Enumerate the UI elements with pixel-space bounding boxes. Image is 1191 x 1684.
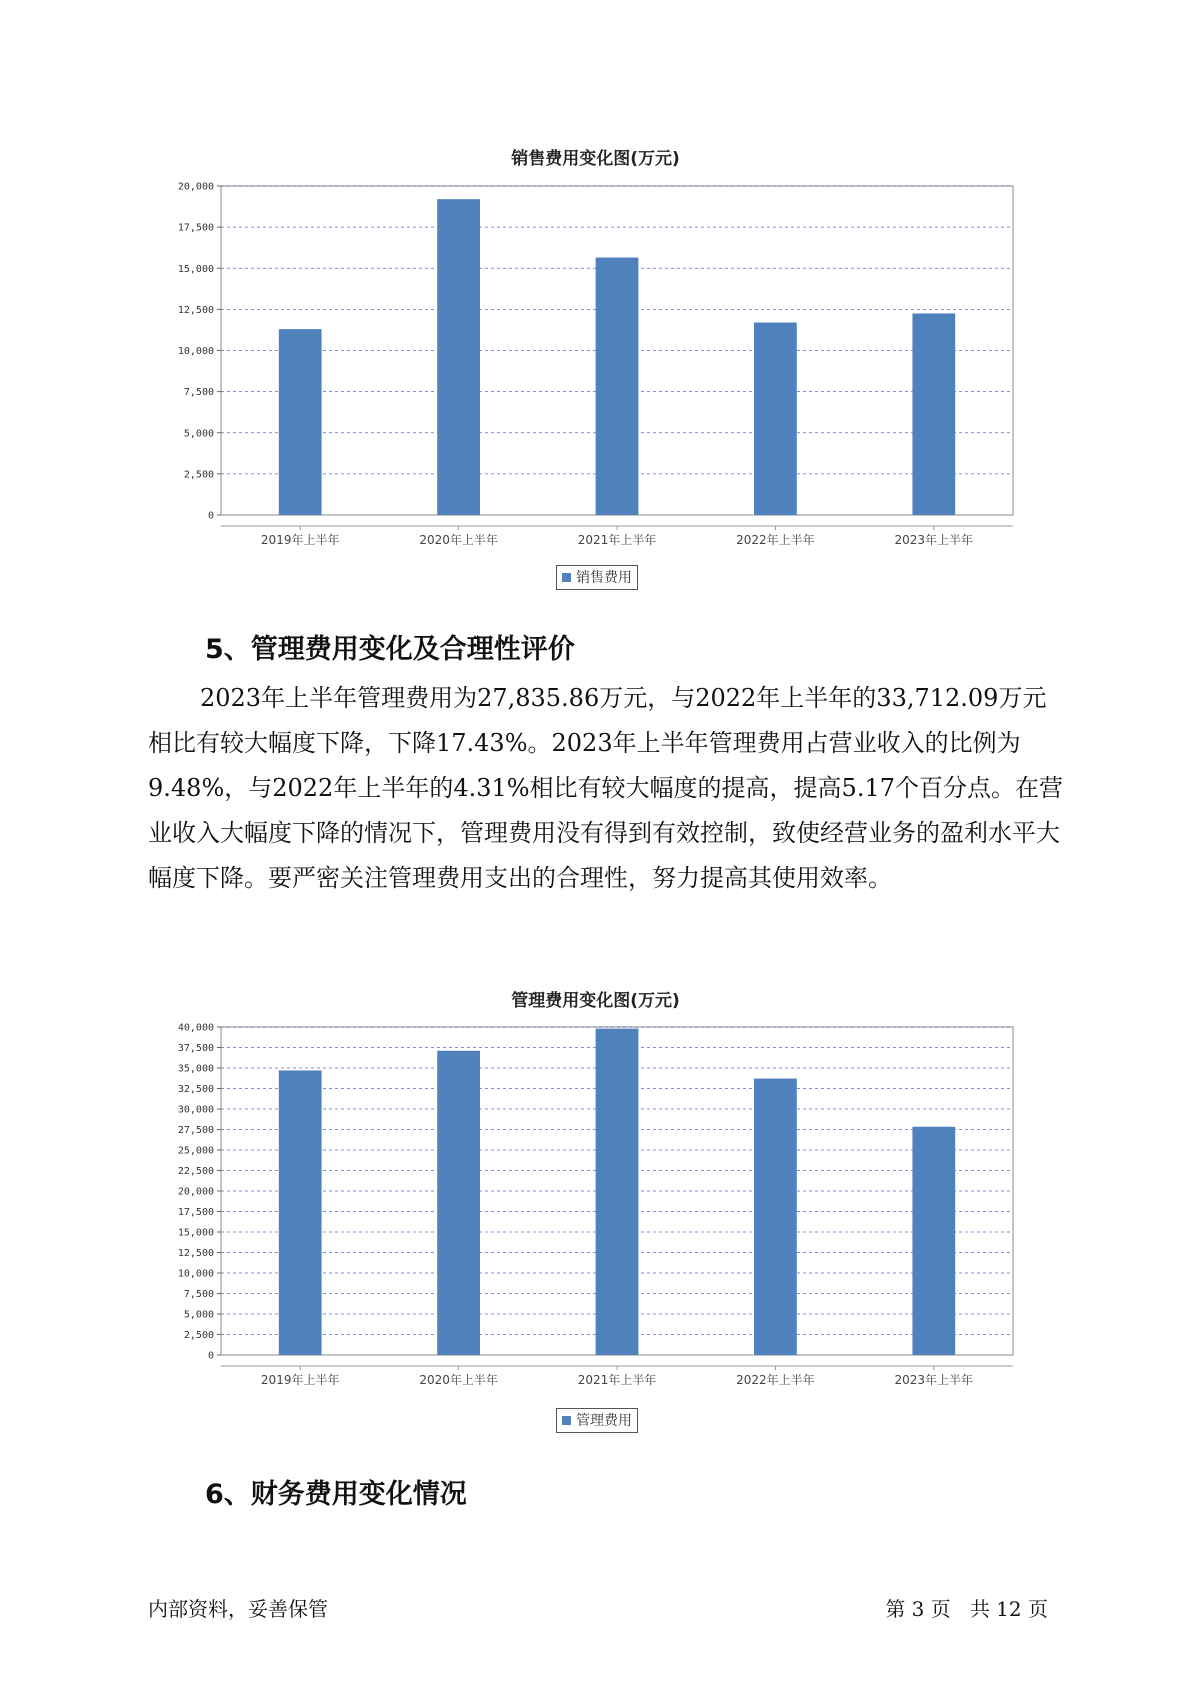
bar [437, 1051, 480, 1355]
y-tick-label: 17,500 [177, 222, 214, 234]
footer-confidential: 内部资料，妥善保管 [148, 1597, 328, 1621]
x-tick-label: 2023年上半年 [894, 533, 974, 547]
y-tick-label: 0 [207, 510, 214, 522]
x-tick-label: 2019年上半年 [260, 1373, 340, 1387]
bar [754, 1079, 797, 1355]
x-tick-label: 2022年上半年 [736, 533, 815, 547]
y-tick-label: 25,000 [177, 1145, 214, 1157]
y-tick-label: 35,000 [177, 1063, 214, 1075]
y-tick-label: 7,500 [183, 387, 214, 399]
y-tick-label: 32,500 [177, 1084, 214, 1095]
legend-swatch [562, 1416, 571, 1425]
y-tick-label: 2,500 [183, 1330, 214, 1341]
y-tick-label: 27,500 [177, 1125, 214, 1136]
footer-page-number: 第 3 页 共 12 页 [885, 1597, 1048, 1621]
bar [912, 1127, 955, 1355]
section5-text: 2023年上半年管理费用为27,835.86万元，与2022年上半年的33,712.09万元相比有较大幅度下降，下降17.43%。2023年上半年管理费用占营业收入的比例为9.48%，与2022年上半年的4.31%相比有较大幅度的提高，提高5.17个百分点。在营业收入大幅度下降的情况下，管理费用没有得到有效控制，致使经营业务的盈利水平大幅度下降。要严密关注管理费用支出的合理性，努力提高其使用效率。 [148, 684, 1063, 892]
section6-heading: 6、财务费用变化情况 [205, 1479, 467, 1510]
admin-chart-title: 管理费用变化图(万元) [511, 991, 680, 1011]
y-tick-label: 2,500 [183, 469, 214, 481]
x-tick-label: 2020年上半年 [419, 533, 498, 547]
y-tick-label: 20,000 [177, 1186, 214, 1198]
y-tick-label: 17,500 [177, 1207, 214, 1218]
y-tick-label: 12,500 [177, 1248, 214, 1259]
bar [279, 1070, 322, 1355]
y-tick-label: 10,000 [177, 346, 214, 357]
y-tick-label: 37,500 [177, 1043, 214, 1054]
y-tick-label: 30,000 [177, 1104, 214, 1116]
legend-label: 管理费用 [576, 1413, 632, 1429]
x-tick-label: 2020年上半年 [419, 1373, 498, 1387]
y-tick-label: 12,500 [177, 304, 214, 316]
y-tick-label: 40,000 [177, 1022, 214, 1034]
y-tick-label: 22,500 [177, 1166, 214, 1177]
y-tick-label: 5,000 [183, 428, 214, 440]
x-tick-label: 2021年上半年 [577, 533, 657, 547]
x-tick-label: 2019年上半年 [260, 533, 340, 547]
y-tick-label: 7,500 [183, 1289, 214, 1300]
y-tick-label: 15,000 [177, 1227, 214, 1239]
y-tick-label: 10,000 [177, 1268, 214, 1280]
x-tick-label: 2023年上半年 [894, 1373, 974, 1387]
section5-heading: 5、管理费用变化及合理性评价 [205, 634, 575, 665]
x-tick-label: 2022年上半年 [736, 1373, 815, 1387]
sales-chart-title: 销售费用变化图(万元) [511, 149, 680, 169]
y-tick-label: 15,000 [177, 263, 214, 275]
admin-chart-legend [556, 1408, 638, 1433]
x-tick-label: 2021年上半年 [577, 1373, 657, 1387]
y-tick-label: 5,000 [183, 1309, 214, 1321]
bar [596, 1029, 639, 1355]
y-tick-label: 20,000 [177, 181, 214, 193]
y-tick-label: 0 [207, 1350, 214, 1362]
legend-label: 销售费用 [576, 570, 632, 586]
